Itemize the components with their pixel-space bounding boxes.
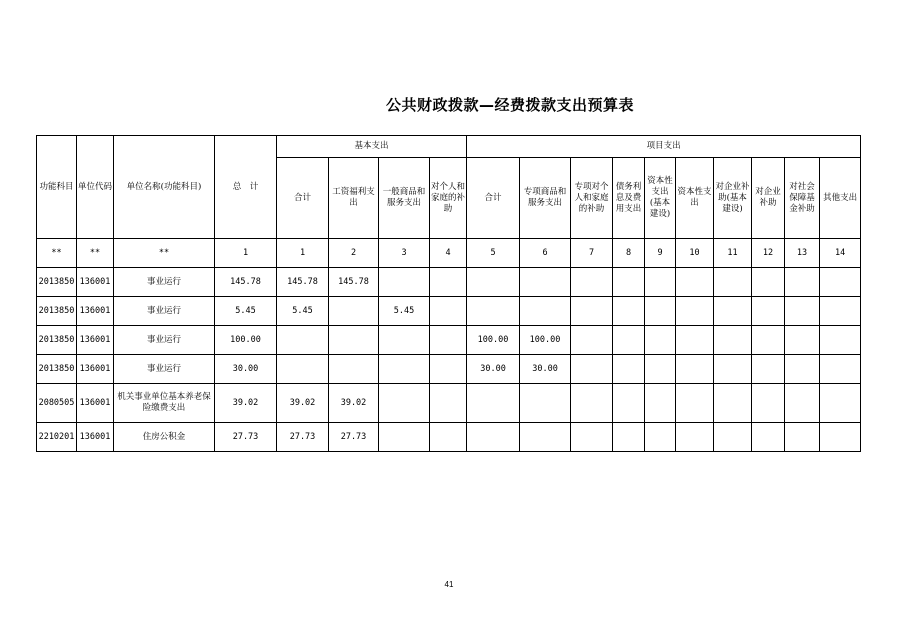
amount-cell: 30.00 — [520, 355, 571, 384]
index-cell: 8 — [613, 239, 645, 268]
amount-cell — [752, 326, 785, 355]
index-cell: 2 — [329, 239, 379, 268]
index-cell: 1 — [277, 239, 329, 268]
amount-cell — [676, 268, 714, 297]
header-basic-goods: 一般商品和服务支出 — [379, 158, 430, 239]
unit-code-cell: 136001 — [77, 326, 114, 355]
table-row — [37, 355, 861, 384]
amount-cell — [645, 355, 676, 384]
amount-cell — [430, 268, 467, 297]
amount-cell — [430, 326, 467, 355]
amount-cell — [752, 423, 785, 452]
header-project-other: 其他支出 — [820, 158, 861, 239]
amount-cell: 39.02 — [329, 384, 379, 423]
index-cell: 9 — [645, 239, 676, 268]
amount-cell: 30.00 — [215, 355, 277, 384]
amount-cell — [571, 326, 613, 355]
amount-cell — [430, 423, 467, 452]
table-row — [37, 326, 861, 355]
func-code-cell: 2210201 — [37, 423, 77, 452]
index-cell: 13 — [785, 239, 820, 268]
header-project-enterprise-construction: 对企业补助(基本建设) — [714, 158, 752, 239]
unit-name-cell: 事业运行 — [114, 355, 215, 384]
page-number: 41 — [444, 580, 454, 589]
amount-cell — [714, 423, 752, 452]
amount-cell — [571, 384, 613, 423]
header-basic-subsidy: 对个人和家庭的补助 — [430, 158, 467, 239]
amount-cell — [785, 326, 820, 355]
amount-cell — [714, 384, 752, 423]
amount-cell — [467, 268, 520, 297]
amount-cell — [520, 297, 571, 326]
unit-code-cell: 136001 — [77, 423, 114, 452]
amount-cell — [379, 384, 430, 423]
amount-cell — [714, 355, 752, 384]
amount-cell — [613, 268, 645, 297]
amount-cell — [676, 326, 714, 355]
amount-cell — [645, 423, 676, 452]
amount-cell: 100.00 — [467, 326, 520, 355]
header-basic-total: 合计 — [277, 158, 329, 239]
amount-cell — [676, 297, 714, 326]
amount-cell — [520, 423, 571, 452]
amount-cell — [714, 297, 752, 326]
header-func-code: 功能科目 — [37, 136, 77, 239]
header-project-goods: 专项商品和服务支出 — [520, 158, 571, 239]
amount-cell — [571, 268, 613, 297]
amount-cell — [430, 355, 467, 384]
amount-cell: 39.02 — [277, 384, 329, 423]
amount-cell — [645, 297, 676, 326]
amount-cell — [379, 423, 430, 452]
index-cell: ** — [77, 239, 114, 268]
amount-cell — [613, 384, 645, 423]
index-cell: 4 — [430, 239, 467, 268]
func-code-cell: 2013850 — [37, 297, 77, 326]
amount-cell — [329, 355, 379, 384]
amount-cell — [645, 326, 676, 355]
amount-cell — [379, 268, 430, 297]
index-cell: ** — [114, 239, 215, 268]
amount-cell — [467, 384, 520, 423]
amount-cell — [520, 268, 571, 297]
amount-cell — [613, 423, 645, 452]
amount-cell — [613, 355, 645, 384]
amount-cell — [820, 297, 861, 326]
amount-cell: 5.45 — [277, 297, 329, 326]
amount-cell: 30.00 — [467, 355, 520, 384]
index-row — [37, 239, 861, 268]
amount-cell — [752, 268, 785, 297]
amount-cell — [752, 297, 785, 326]
amount-cell — [430, 384, 467, 423]
table-row — [37, 423, 861, 452]
table-row — [37, 268, 861, 297]
index-cell: 10 — [676, 239, 714, 268]
amount-cell — [752, 355, 785, 384]
amount-cell — [430, 297, 467, 326]
index-cell: 11 — [714, 239, 752, 268]
amount-cell: 27.73 — [329, 423, 379, 452]
amount-cell — [520, 384, 571, 423]
header-project-group: 项目支出 — [467, 136, 861, 158]
header-total: 总 计 — [215, 136, 277, 239]
amount-cell — [752, 384, 785, 423]
amount-cell: 5.45 — [215, 297, 277, 326]
amount-cell: 39.02 — [215, 384, 277, 423]
amount-cell — [379, 326, 430, 355]
unit-code-cell: 136001 — [77, 384, 114, 423]
index-cell: ** — [37, 239, 77, 268]
amount-cell — [676, 355, 714, 384]
header-basic-group: 基本支出 — [277, 136, 467, 158]
amount-cell — [379, 355, 430, 384]
amount-cell — [785, 297, 820, 326]
unit-name-cell: 住房公积金 — [114, 423, 215, 452]
amount-cell: 5.45 — [379, 297, 430, 326]
amount-cell — [714, 268, 752, 297]
header-project-social-security: 对社会保障基金补助 — [785, 158, 820, 239]
index-cell: 6 — [520, 239, 571, 268]
index-cell: 5 — [467, 239, 520, 268]
func-code-cell: 2013850 — [37, 355, 77, 384]
func-code-cell: 2080505 — [37, 384, 77, 423]
func-code-cell: 2013850 — [37, 268, 77, 297]
amount-cell — [714, 326, 752, 355]
unit-code-cell: 136001 — [77, 355, 114, 384]
header-basic-wages: 工资福利支出 — [329, 158, 379, 239]
amount-cell — [613, 326, 645, 355]
header-project-subsidy: 专项对个人和家庭的补助 — [571, 158, 613, 239]
amount-cell: 100.00 — [520, 326, 571, 355]
amount-cell — [820, 268, 861, 297]
amount-cell — [785, 423, 820, 452]
amount-cell: 100.00 — [215, 326, 277, 355]
unit-code-cell: 136001 — [77, 297, 114, 326]
amount-cell — [277, 326, 329, 355]
amount-cell — [676, 423, 714, 452]
header-unit-name: 单位名称(功能科目) — [114, 136, 215, 239]
index-cell: 1 — [215, 239, 277, 268]
amount-cell: 27.73 — [215, 423, 277, 452]
header-project-enterprise: 对企业补助 — [752, 158, 785, 239]
header-unit-code: 单位代码 — [77, 136, 114, 239]
amount-cell — [277, 355, 329, 384]
index-cell: 12 — [752, 239, 785, 268]
amount-cell — [329, 297, 379, 326]
unit-name-cell: 机关事业单位基本养老保险缴费支出 — [114, 384, 215, 423]
header-row-groups — [37, 136, 861, 158]
table-row — [37, 384, 861, 423]
unit-name-cell: 事业运行 — [114, 326, 215, 355]
amount-cell: 145.78 — [215, 268, 277, 297]
amount-cell — [571, 423, 613, 452]
amount-cell — [613, 297, 645, 326]
amount-cell: 27.73 — [277, 423, 329, 452]
amount-cell — [676, 384, 714, 423]
func-code-cell: 2013850 — [37, 326, 77, 355]
amount-cell: 145.78 — [277, 268, 329, 297]
amount-cell — [820, 355, 861, 384]
header-project-capital: 资本性支出 — [676, 158, 714, 239]
amount-cell — [785, 355, 820, 384]
amount-cell — [820, 326, 861, 355]
unit-name-cell: 事业运行 — [114, 268, 215, 297]
header-project-debt: 债务利息及费用支出 — [613, 158, 645, 239]
header-project-capital-construction: 资本性支出(基本建设) — [645, 158, 676, 239]
amount-cell — [785, 384, 820, 423]
index-cell: 7 — [571, 239, 613, 268]
amount-cell — [820, 384, 861, 423]
amount-cell — [571, 297, 613, 326]
amount-cell — [820, 423, 861, 452]
unit-name-cell: 事业运行 — [114, 297, 215, 326]
budget-table — [36, 135, 861, 452]
page-title: 公共财政拨款—经费拨款支出预算表 — [385, 96, 634, 114]
amount-cell — [571, 355, 613, 384]
amount-cell — [467, 297, 520, 326]
amount-cell — [645, 384, 676, 423]
amount-cell — [329, 326, 379, 355]
table-row — [37, 297, 861, 326]
amount-cell: 145.78 — [329, 268, 379, 297]
unit-code-cell: 136001 — [77, 268, 114, 297]
index-cell: 3 — [379, 239, 430, 268]
amount-cell — [785, 268, 820, 297]
header-project-total: 合计 — [467, 158, 520, 239]
amount-cell — [645, 268, 676, 297]
amount-cell — [467, 423, 520, 452]
index-cell: 14 — [820, 239, 861, 268]
